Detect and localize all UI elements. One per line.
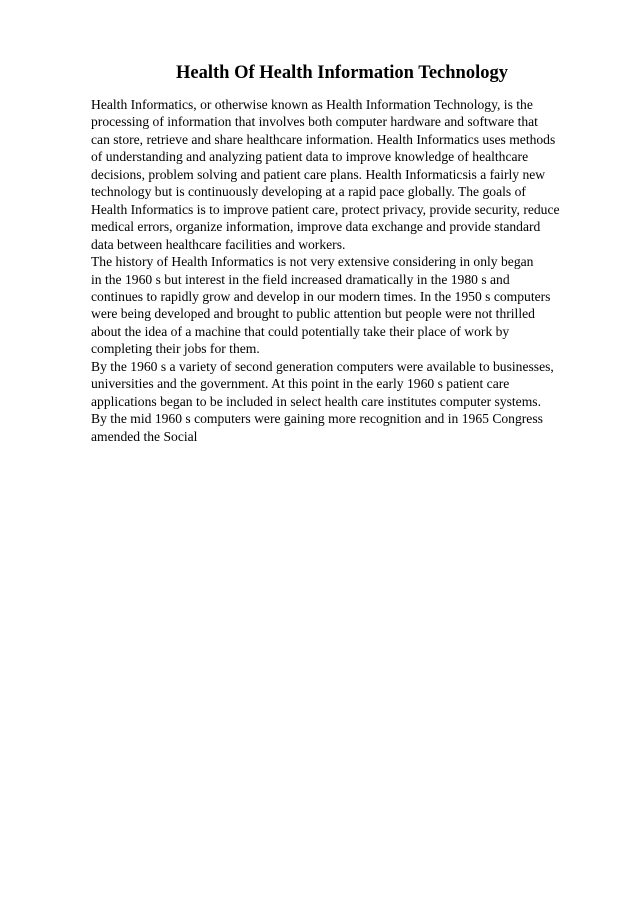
text-line: decisions, problem solving and patient care plans. Health Informaticsis a fairly new [91,166,546,182]
text-line: By the 1960 s a variety of second generation computers were available to businesses, [91,358,554,374]
text-line: were being developed and brought to public attention but people were not thrilled [91,306,535,322]
document-title: Health Of Health Information Technology [176,63,508,83]
text-line: The history of Health Informatics is not very extensive considering in only began [91,254,534,270]
text-line: in the 1960 s but interest in the field increased dramatically in the 1980 s and [91,271,510,287]
text-line: medical errors, organize information, improve data exchange and provide standard [91,219,541,235]
text-line: can store, retrieve and share healthcare information. Health Informatics uses methods [91,131,556,147]
text-line: technology but is continuously developing at a rapid pace globally. The goals of [91,184,526,200]
text-line: Health Informatics is to improve patient care, protect privacy, provide security, reduce [91,201,560,217]
text-line: applications began to be included in select health care institutes computer systems. [91,393,541,409]
text-line: completing their jobs for them. [91,341,260,357]
text-line: processing of information that involves both computer hardware and software that [91,114,538,130]
text-line: universities and the government. At this point in the early 1960 s patient care [91,376,510,392]
text-line: data between healthcare facilities and workers. [91,236,346,252]
document-body [91,96,611,445]
text-line: continues to rapidly grow and develop in our modern times. In the 1950 s computers [91,288,551,304]
text-line: of understanding and analyzing patient data to improve knowledge of healthcare [91,149,529,165]
text-line: about the idea of a machine that could potentially take their place of work by [91,323,510,339]
text-line: amended the Social [91,428,198,444]
text-line: By the mid 1960 s computers were gaining more recognition and in 1965 Congress [91,411,543,427]
text-line: Health Informatics, or otherwise known as Health Information Technology, is the [91,97,533,112]
